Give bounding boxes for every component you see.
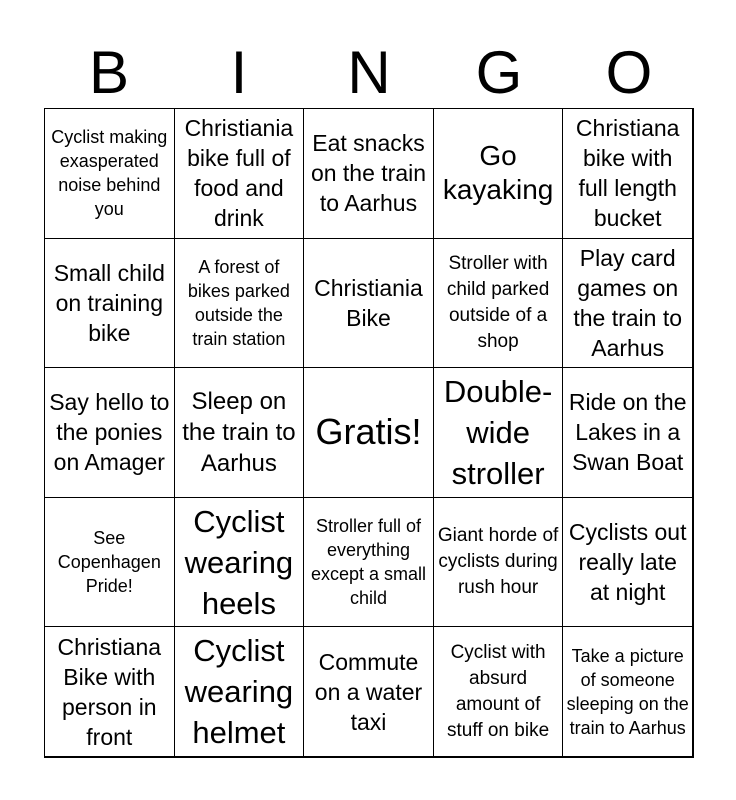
bingo-cell[interactable] (174, 497, 305, 628)
bingo-cell[interactable] (433, 626, 564, 757)
bingo-cell[interactable] (433, 108, 564, 239)
bingo-cell[interactable] (44, 497, 175, 628)
cell-text: Cyclist with absurd amount of stuff on bike (447, 641, 550, 741)
bingo-cell[interactable] (303, 108, 434, 239)
bingo-cell[interactable] (174, 238, 305, 369)
bingo-cell[interactable] (433, 238, 564, 369)
cell-text: Christiana bike with full length bucket (575, 115, 680, 232)
header-letter-b: B (88, 39, 130, 106)
cell-text: Cyclist wearing heels (184, 503, 294, 621)
bingo-cell[interactable] (44, 367, 175, 498)
cell-text: Cyclist wearing helmet (184, 633, 294, 751)
cell-text: Play card games on the train to Aarhus (573, 244, 683, 361)
bingo-cell[interactable] (562, 367, 693, 498)
cell-text: Cyclists out really late at night (568, 519, 687, 606)
bingo-cell[interactable] (433, 497, 564, 628)
cell-text: Giant horde of cyclists during rush hour (437, 525, 559, 599)
cell-text: Stroller with child parked outside of a shop (446, 252, 550, 352)
bingo-cell[interactable] (174, 108, 305, 239)
cell-text: Christiana Bike with person in front (57, 633, 162, 750)
bingo-header (44, 40, 694, 106)
cell-text: Ride on the Lakes in a Swan Boat (568, 389, 687, 476)
header-letter-g: G (475, 39, 523, 106)
header-letter-o: O (605, 39, 653, 106)
bingo-cell[interactable] (44, 108, 175, 239)
bingo-grid (44, 108, 694, 758)
cell-text: Stroller full of everything except a small child (310, 516, 427, 609)
bingo-cell[interactable] (562, 497, 693, 628)
header-letter-i: I (230, 39, 248, 106)
cell-text: Christiania bike full of food and drink (184, 115, 294, 232)
cell-text: Christiania Bike (314, 274, 423, 331)
cell-text: Sleep on the train to Aarhus (182, 387, 296, 477)
cell-text: Commute on a water taxi (314, 648, 423, 735)
cell-text: Eat snacks on the train to Aarhus (310, 130, 427, 217)
cell-text: Go kayaking (442, 140, 554, 206)
cell-text: Take a picture of someone sleeping on the train to Aarhus (566, 645, 689, 738)
bingo-cell[interactable] (303, 238, 434, 369)
cell-text: Double-wide stroller (443, 373, 553, 491)
bingo-cell[interactable] (303, 497, 434, 628)
bingo-cell[interactable] (303, 367, 434, 498)
cell-text: Say hello to the ponies on Amager (49, 389, 170, 476)
cell-text: Gratis! (315, 411, 422, 453)
bingo-cell[interactable] (433, 367, 564, 498)
cell-text: Small child on training bike (53, 259, 165, 346)
bingo-cell[interactable] (562, 238, 693, 369)
header-letter-n: N (347, 39, 391, 106)
bingo-cell[interactable] (562, 108, 693, 239)
cell-text: Cyclist making exasperated noise behind you (51, 127, 168, 220)
bingo-cell[interactable] (562, 626, 693, 757)
bingo-cell[interactable] (174, 367, 305, 498)
cell-text: See Copenhagen Pride! (57, 528, 161, 597)
bingo-cell[interactable] (44, 626, 175, 757)
bingo-cell[interactable] (303, 626, 434, 757)
cell-text: A forest of bikes parked outside the train station (187, 256, 290, 349)
bingo-cell[interactable] (44, 238, 175, 369)
bingo-cell[interactable] (174, 626, 305, 757)
